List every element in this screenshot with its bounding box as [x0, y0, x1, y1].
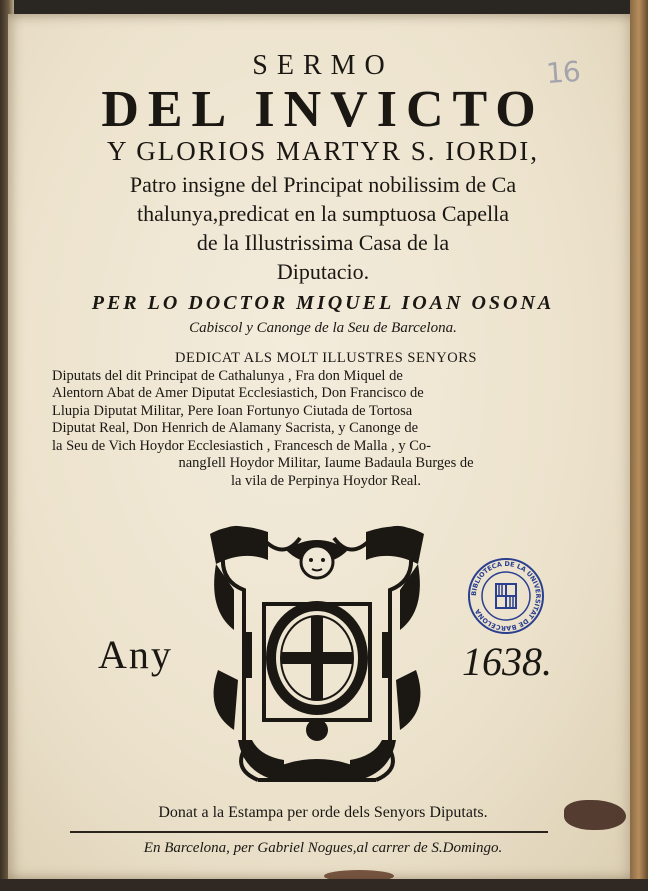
- title-del-invicto: DEL INVICTO: [101, 81, 545, 138]
- date-year: 1638.: [462, 639, 552, 684]
- dedication-line: Llupia Diputat Militar, Pere Ioan Fortunyo Ciutada de Tortosa: [52, 402, 413, 419]
- page-edges: [630, 0, 648, 891]
- dedication-line: Alentorn Abat de Amer Diputat Ecclesiastich, Don Francisco de: [52, 385, 424, 401]
- subtitle-line-1: Patro insigne del Principat nobilissim de Ca: [129, 172, 517, 197]
- subtitle-line-4: Diputacio.: [276, 259, 370, 284]
- title-subtitle: [8, 170, 638, 286]
- imprint-rule: [70, 831, 548, 833]
- title-page: [8, 14, 638, 880]
- author-line: PER LO DOCTOR MIQUEL IOAN OSONA: [91, 292, 555, 314]
- dedication-line: la vila de Perpinya Hoydor Real.: [230, 472, 422, 489]
- printing-note: Donat a la Estampa per orde dels Senyors Diputats.: [158, 804, 488, 821]
- date-any: Any: [98, 632, 173, 677]
- shield-st-george-cross: [264, 604, 370, 720]
- dedication-line: Diputat Real, Don Henrich de Alamany Sacrista, y Canonge de: [52, 420, 419, 436]
- title-sermo: SERMO: [252, 50, 394, 81]
- dedication-line: Diputats del dit Principat de Cathalunya , Fra don Miquel de: [52, 367, 403, 384]
- subtitle-line-3: de la Illustrissima Casa de la: [196, 230, 450, 255]
- shelfmark-number: 16: [544, 54, 581, 91]
- dedication-line: DEDICAT ALS MOLT ILLUSTRES SENYORS: [175, 350, 477, 366]
- bottom-edge: [0, 879, 648, 891]
- ink-stain: [564, 800, 626, 830]
- stamp-text: BIBLIOTECA DE LA UNIVERSITAT DE BARCELONA: [469, 559, 543, 633]
- imprint-line: En Barcelona, per Gabriel Nogues,al carrer de S.Domingo.: [143, 840, 503, 856]
- author-title: Cabiscol y Canonge de la Seu de Barcelona.: [189, 320, 457, 336]
- subtitle-line-2: thalunya,predicat en la sumptuosa Capella: [136, 201, 510, 226]
- dedication-block: [52, 350, 600, 490]
- dedication-line: nangIell Hoydor Militar, Iaume Badaula Burges de: [178, 455, 474, 471]
- cherub-head: [286, 540, 348, 578]
- library-stamp: [467, 557, 545, 635]
- title-martyr: Y GLORIOS MARTYR S. IORDI,: [107, 136, 539, 166]
- coat-of-arms-woodcut: [204, 520, 430, 786]
- dedication-line: la Seu de Vich Hoydor Ecclesiastich , Francesch de Malla , y Co-: [52, 437, 431, 454]
